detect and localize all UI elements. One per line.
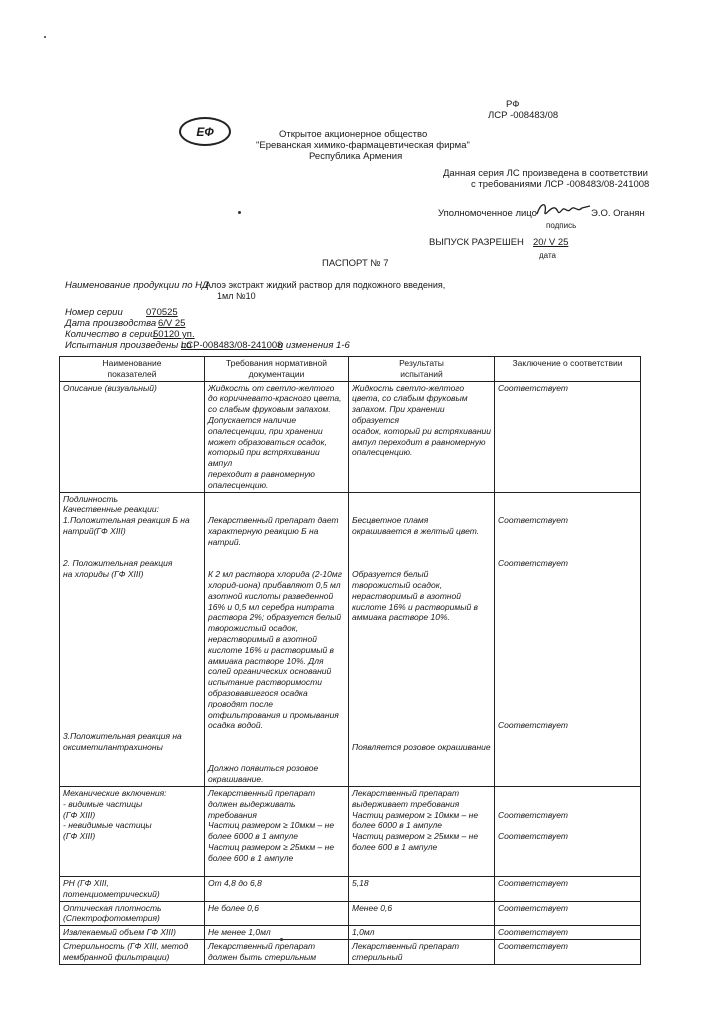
- speck-mark: [280, 938, 283, 941]
- col-header-requirements: Требования нормативной документации: [205, 357, 349, 382]
- signature-label: подпись: [546, 221, 577, 230]
- product-name-line-1: Алоэ экстракт жидкий раствор для подкожного введения,: [205, 280, 446, 290]
- speck-mark: [238, 211, 241, 214]
- col-header-conclusion: Заключение о соответствии: [495, 357, 641, 382]
- table-row: [60, 877, 641, 902]
- cell-result: Бесцветное пламя окрашивается в желтый цвет. Образуется белый творожистый осадок, нерастворимый в азотной кислоте 16% и растворимый в аммиака растворе 10%. Появляется розовое окрашивание: [349, 492, 495, 787]
- date-label: дата: [539, 251, 556, 260]
- cell-result: 5,18: [349, 877, 495, 902]
- speck-mark: [44, 36, 46, 38]
- col-header-name: Наименование показателей: [60, 357, 205, 382]
- cell-result: Жидкость светло-желтого цвета, со слабым фруковым запахом. При хранении образуется осадок, который ри встряхивании ампул переходит в равномерную опалесценцию.: [349, 381, 495, 492]
- production-date-value: 6/V 25: [158, 318, 186, 329]
- cell-result: Лекарственный препарат выдерживает требования Частиц размером ≥ 10мкм – не более 6000 в 1 ампуле Частиц размером ≥ 25мкм – не более 600 в 1 ампуле: [349, 787, 495, 877]
- tests-label: Испытания произведены по: [65, 340, 192, 351]
- series-statement-1: Данная серия ЛС произведена в соответствии: [443, 168, 648, 179]
- header-rf: РФ: [506, 99, 520, 110]
- cell-conclusion: Соответствует Соответствует: [495, 787, 641, 877]
- release-date: 20/ V 25: [533, 237, 569, 248]
- quantity-value: 50120 уп.: [153, 329, 195, 340]
- cell-name: Извлекаемый объем ГФ XIII): [60, 926, 205, 940]
- company-logo: [179, 117, 231, 146]
- cell-requirement: Не менее 1,0мл: [205, 926, 349, 940]
- table-header-row: [60, 357, 641, 382]
- table-row: [60, 381, 641, 492]
- quantity-label: Количество в серии: [65, 329, 156, 340]
- cell-conclusion: Соответствует: [495, 901, 641, 926]
- production-date-label: Дата производства: [65, 318, 157, 329]
- cell-requirement: Лекарственный препарат должен быть стерильным: [205, 940, 349, 965]
- col-header-results: Результаты испытаний: [349, 357, 495, 382]
- header-lsr: ЛСР -008483/08: [488, 110, 559, 121]
- org-line-1: Открытое акционерное общество: [279, 129, 428, 140]
- series-statement-2: с требованиями ЛСР -008483/08-241008: [471, 179, 650, 190]
- cell-result: Менее 0,6: [349, 901, 495, 926]
- table-row: [60, 492, 641, 787]
- cell-name: Оптическая плотность (Спектрофотометрия): [60, 901, 205, 926]
- cell-requirement: Не более 0,6: [205, 901, 349, 926]
- table-row: [60, 940, 641, 965]
- cell-result: 1,0мл: [349, 926, 495, 940]
- table-row: [60, 787, 641, 877]
- cell-name: Стерильность (ГФ XIII, метод мембранной фильтрации): [60, 940, 205, 965]
- table-row: [60, 926, 641, 940]
- cell-requirement: Лекарственный препарат дает характерную реакцию Б на натрий. К 2 мл раствора хлорида (2-10мг хлорид-иона) прибавляют 0,5 мл азотной кислоты разведенной 16% и 0,5 мл серебра нитрата раствора 2%; образуется белый творожистый осадок, нерастворимый в азотной кислоте 16% и растворимый в аммиака растворе 10%. Для солей органических оснований испытание растворимости образовавшегося осадка проводят после отфильтрования и промывания осадка водой. Должно появиться розовое окрашивание.: [205, 492, 349, 787]
- release-label: ВЫПУСК РАЗРЕШЕН: [429, 237, 524, 248]
- logo-text: ЕФ: [196, 124, 214, 139]
- series-label: Номер серии: [65, 307, 123, 318]
- table-row: [60, 901, 641, 926]
- org-line-2: "Ереванская химико-фармацевтическая фирма": [256, 140, 470, 151]
- cell-conclusion: Соответствует: [495, 926, 641, 940]
- cell-requirement: Лекарственный препарат должен выдерживать требования Частиц размером ≥ 10мкм – не более 6000 в 1 ампуле Частиц размером ≥ 25мкм – не более 600 в 1 ампуле: [205, 787, 349, 877]
- org-line-3: Республика Армения: [309, 151, 403, 162]
- cell-requirement: От 4,8 до 6,8: [205, 877, 349, 902]
- cell-requirement: Жидкость от светло-желтого до коричневато-красного цвета, со слабым фруковым запахом. Допускается наличие опалесценции, при хранении может образоваться осадок, который при встряхивании ампул переходит в равномерную опалесценцию.: [205, 381, 349, 492]
- authorized-person-label: Уполномоченное лицо: [438, 208, 537, 219]
- cell-name: Механические включения: - видимые частицы (ГФ XIII) - невидимые частицы (ГФ XIII): [60, 787, 205, 877]
- tests-suffix: и изменения 1-6: [278, 340, 350, 351]
- cell-result: Лекарственный препарат стерильный: [349, 940, 495, 965]
- cell-conclusion: Соответствует: [495, 381, 641, 492]
- cell-name: Описание (визуальный): [60, 381, 205, 492]
- tests-nd: LCP-008483/08-241008: [181, 340, 283, 351]
- authorized-person-name: Э.О. Оганян: [591, 208, 645, 219]
- passport-title: ПАСПОРТ № 7: [322, 258, 389, 269]
- cell-conclusion: Соответствует: [495, 877, 641, 902]
- cell-conclusion: Соответствует: [495, 940, 641, 965]
- product-name-line-2: 1мл №10: [217, 291, 256, 301]
- cell-name: PH (ГФ XIII, потенциометрический): [60, 877, 205, 902]
- product-label: Наименование продукции по НД: [65, 280, 209, 291]
- cell-conclusion: Соответствует Соответствует Соответствует: [495, 492, 641, 787]
- signature-image: [535, 200, 591, 220]
- cell-name: Подлинность Качественные реакции: 1.Положительная реакция Б на натрий(ГФ XIII) 2. Положительная реакция на хлориды (ГФ XIII) 3.Положительная реакция на оксиметилантрахиноны: [60, 492, 205, 787]
- series-value: 070525: [146, 307, 178, 318]
- passport-table: [59, 356, 641, 965]
